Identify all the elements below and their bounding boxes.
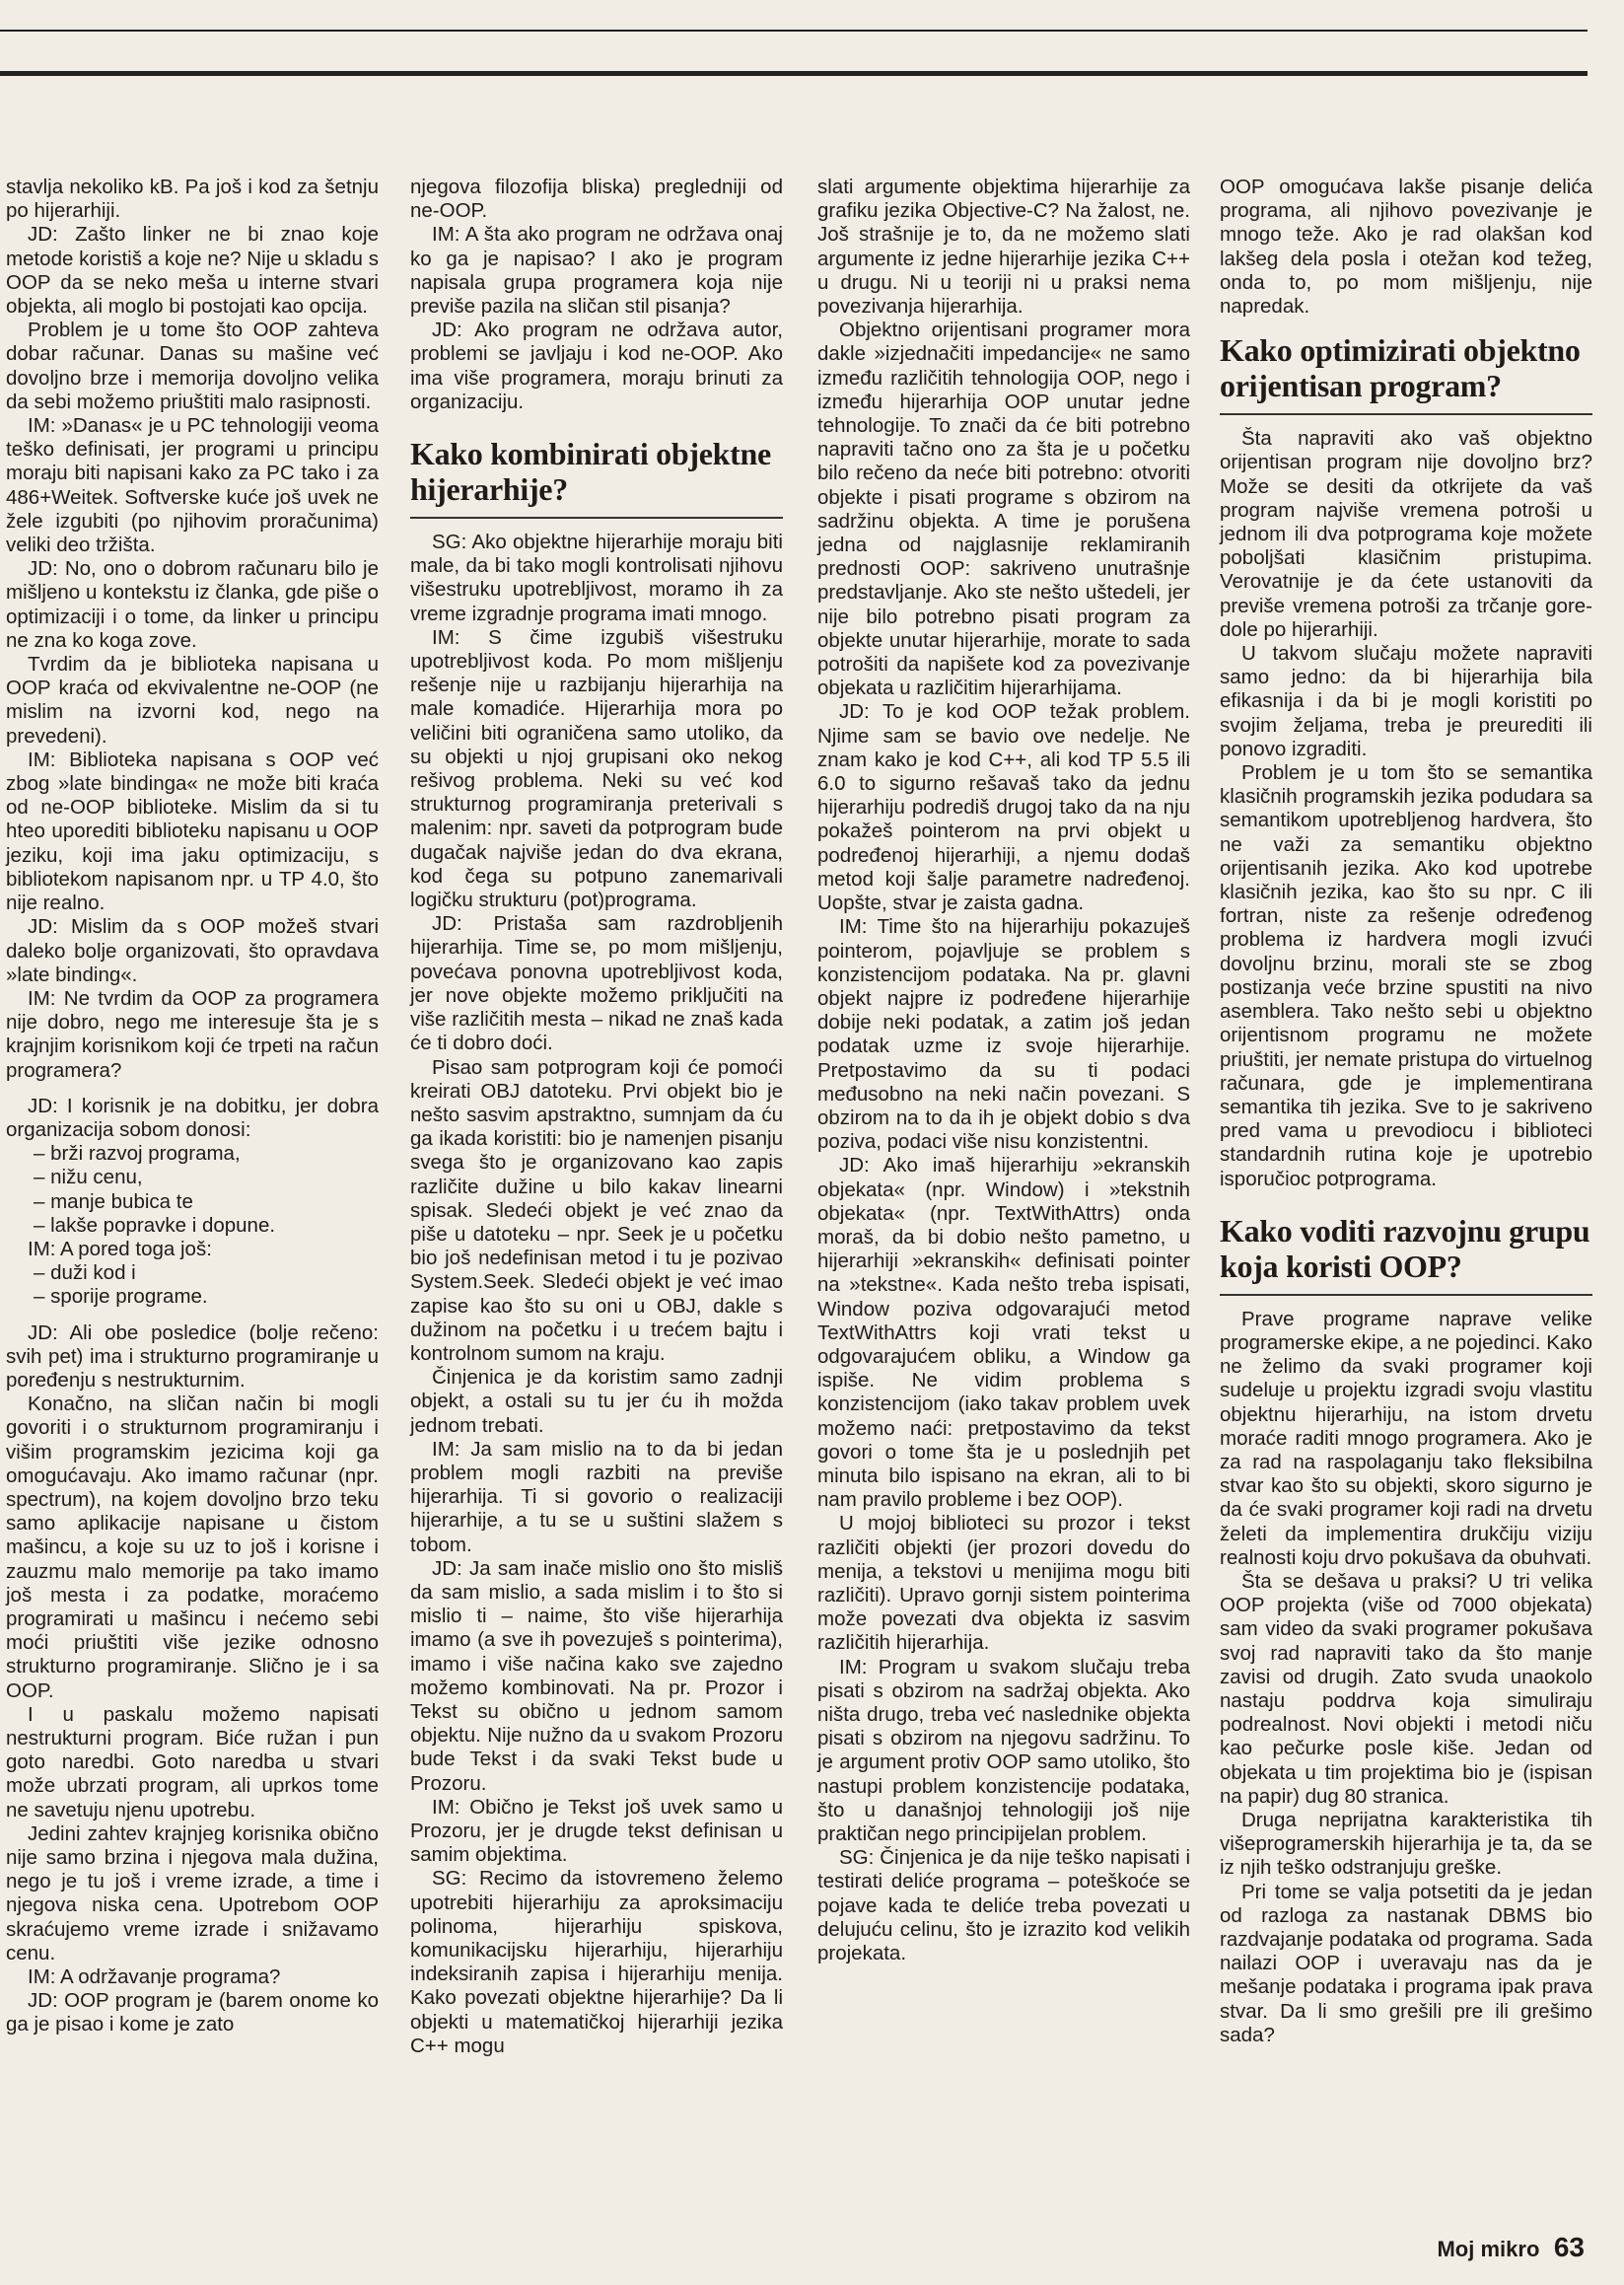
- paragraph: IM: »Danas« je u PC tehnologiji veoma teško definisati, jer programi u principu moraju biti napisani kako za PC tako i za 486+Weitek. Softverske kuće još uvek ne žele izgubiti (po njihovim proračunima) veliki deo tržišta.: [6, 414, 379, 557]
- magazine-name: Moj mikro: [1437, 2237, 1540, 2261]
- paragraph: SG: Recimo da istovremeno želemo upotrebiti hijerarhiju za aproksimaciju polinoma, hijerarhiju spiskova, komunikacijsku hijerarhiju, hijerarhiju indeksiranih zapisa i hijerarhiju menija. Kako povezati objektne hijerarhije? Da li objekti u matematičkoj hijerarhiji jezika C++ mogu: [410, 1867, 783, 2057]
- paragraph: njegova filozofija bliska) pregledniji od ne-OOP.: [410, 176, 783, 223]
- paragraph: I u paskalu možemo napisati nestrukturni program. Biće ružan i pun goto naredbi. Goto naredba u stvari može ubrzati program, ali uprkos tome ne savetuju njenu upotrebu.: [6, 1702, 379, 1821]
- paragraph: Tvrdim da je biblioteka napisana u OOP kraća od ekvivalentne ne-OOP (ne mislim na izvorni kod, nego na prevedeni).: [6, 653, 379, 748]
- paragraph: SG: Činjenica je da nije teško napisati i testirati deliće programa – poteškoće se pojave kada te deliće treba povezati u delujuću celinu, što je izrazito kod velikih projekata.: [817, 1846, 1190, 1965]
- paragraph: IM: Time što na hijerarhiju pokazuješ pointerom, pojavljuje se problem s konzistencijom podataka. Na pr. glavni objekt najpre iz podređene hijerarhije dobije neki podatak, a zatim još jedan podatak uzme iz svoje hijerarhije. Pretpostavimo da su ti podaci međusobno na neki način povezani. S obzirom na to da ih je objekt dobio s dva poziva, podaci više nisu konzistentni.: [817, 915, 1190, 1154]
- paragraph: Problem je u tome što OOP zahteva dobar računar. Danas su mašine već dovoljno brze i memorija dovoljno velika da sebi možemo priuštiti malo rasipnosti.: [6, 319, 379, 413]
- section-heading-razvojnu: Kako voditi razvojnu grupu koja koristi OOP?: [1220, 1213, 1592, 1296]
- paragraph: JD: Mislim da s OOP možeš stvari daleko bolje organizovati, što opravdava »late binding«.: [6, 915, 379, 986]
- paragraph: JD: Zašto linker ne bi znao koje metode koristiš a koje ne? Nije u skladu s OOP da se neko meša u interne stvari objekta, ali moglo bi postojati kao opcija.: [6, 223, 379, 319]
- paragraph: JD: Ako program ne održava autor, problemi se javljaju i kod ne-OOP. Ako ima više programera, moraju brinuti za organizaciju.: [410, 319, 783, 413]
- paragraph: Prave programe naprave velike programerske ekipe, a ne pojedinci. Kako ne želimo da svaki programer koji sudeluje u projektu izgradi svoju vlastitu objektnu hijerarhiju, na istom drvetu moraće raditi mnogo programera. Ako je za rad na raspolaganju tako fleksibilna stvar kao što su objekti, skoro sigurno je da će svaki programer koji radi na drvetu želeti da implementira drukčiju viziju realnosti koju drvo pokušava da obuhvati.: [1220, 1307, 1592, 1569]
- paragraph: Šta napraviti ako vaš objektno orijentisan program nije dovoljno brz? Može se desiti da otkrijete da vaš program najviše vremena potroši u jednom ili dva potprograma koje možete poboljšati klasičnim pristupima. Verovatnije je da ćete ustanoviti da previše vremena potroši za trčanje gore-dole po hijerarhiji.: [1220, 427, 1592, 641]
- header-rule: [0, 71, 1588, 76]
- section-heading-optimizirati: Kako optimizirati objektno orijentisan program?: [1220, 332, 1592, 415]
- column-4: [1220, 176, 1592, 2047]
- paragraph: IM: A šta ako program ne održava onaj ko ga je napisao? I ako je program napisala grupa programera koja nije previše pazila na sličan stil pisanja?: [410, 223, 783, 319]
- page-number: 63: [1553, 2232, 1585, 2262]
- paragraph: Šta se dešava u praksi? U tri velika OOP projekta (više od 7000 objekata) sam video da svaki programer pokušava svoj rad napraviti tako da što manje zavisi od drugih. Zato svuda unaokolo nastaju poddrva koja simuliraju podrealnost. Novi objekti i metodi niču kao pečurke posle kiše. Jedan od objekata u tim projektima bio je (ispisan na papir) dug 80 stranica.: [1220, 1569, 1592, 1808]
- paragraph: JD: Ako imaš hijerarhiju »ekranskih objekata« (npr. Window) i »tekstnih objekata« (npr. TextWithAttrs) onda moraš, da bi dobio nešto pametno, u hijerarhiji »ekranskih« definisati pointer na »tekstne«. Kada nešto treba ispisati, Window poziva odgovarajući metod TextWithAttrs koji vrati tekst u odgovarajućem obliku, a Window ga ispiše. Ne vidim problema s konzistencijom (iako takav problem uvek možemo naći: pretpostavimo da tekst govori o tome šta je u poslednjih pet minuta bilo ispisano na ekran, ali to bi nam pravilo probleme i bez OOP).: [817, 1154, 1190, 1512]
- list-item: – sporije programe.: [34, 1285, 379, 1309]
- paragraph: IM: Obično je Tekst još uvek samo u Prozoru, jer je drugde tekst definisan u samim objektima.: [410, 1795, 783, 1867]
- list-item: – duži kod i: [34, 1261, 379, 1285]
- paragraph: JD: OOP program je (barem onome ko ga je pisao i kome je zato: [6, 1989, 379, 2036]
- paragraph: U mojoj biblioteci su prozor i tekst različiti objekti (jer prozori dovedu do menija, a tekstovi u menijima mogu biti različiti). Upravo gornji sistem pointerima može povezati dva objekta iz sasvim različitih hijerarhija.: [817, 1512, 1190, 1655]
- paragraph: JD: I korisnik je na dobitku, jer dobra organizacija sobom donosi:: [6, 1094, 379, 1141]
- paragraph: Jedini zahtev krajnjeg korisnika obično nije samo brzina i njegova mala dužina, nego je tu još i vreme izrade, a time i njegova niska cena. Upotrebom OOP skraćujemo vreme izrade i snižavamo cenu.: [6, 1821, 379, 1964]
- column-1: [6, 176, 379, 2037]
- list-item: – lakše popravke i dopune.: [34, 1214, 379, 1238]
- paragraph: JD: Ali obe posledice (bolje rečeno: svih pet) ima i strukturno programiranje u poređenju s nestrukturnim.: [6, 1321, 379, 1392]
- page-footer: [1437, 2232, 1585, 2263]
- paragraph: JD: To je kod OOP težak problem. Njime sam se bavio ove nedelje. Ne znam kako je kod C++, ali kod TP 5.5 ili 6.0 to sigurno rešavaš tako da jednu hijerarhiju podrediš drugoj tako da na nju pokažeš pointerom na prvi objekt u podređenoj hijerarhiji, a njemu dodaš metod koji šalje parametre nadređenoj. Uopšte, stvar je zaista gadna.: [817, 700, 1190, 915]
- paragraph: IM: Ne tvrdim da OOP za programera nije dobro, nego me interesuje šta je s krajnjim korisnikom koji će trpeti na račun programera?: [6, 986, 379, 1082]
- paragraph: Druga neprijatna karakteristika tih višeprogramerskih hijerarhija je ta, da se iz njih teško odstranjuju greške.: [1220, 1808, 1592, 1880]
- list-item: – manje bubica te: [34, 1190, 379, 1214]
- paragraph: Konačno, na sličan način bi mogli govoriti i o strukturnom programiranju i višim programskim jezicima koji ga omogućavaju. Ako imamo računar (npr. spectrum), na kojem dovoljno brzo teku samo aplikacije napisane u čistom mašincu, a koje su uz to još i korisne i zauzmu malo memorije pa tako imamo još mesta i za podatke, moraćemo programirati u mašincu i nećemo sebi moći priuštiti više jezike odnosno strukturno programiranje. Slično je i sa OOP.: [6, 1392, 379, 1702]
- list-item: – nižu cenu,: [34, 1166, 379, 1189]
- paragraph: U takvom slučaju možete napraviti samo jedno: da bi hijerarhija bila efikasnija i da bi je mogli koristiti po svojim željama, treba je preurediti ili ponovo izgraditi.: [1220, 642, 1592, 760]
- paragraph: JD: Ja sam inače mislio ono što misliš da sam mislio, a sada mislim i to što si mislio ti – naime, što više hijerarhija imamo (a sve ih povezuješ s pointerima), imamo i više načina kako sve zajedno možemo kombinovati. Na pr. Prozor i Tekst su obično u jednom samom objektu. Nije nužno da u svakom Prozoru bude Tekst i da svaki Tekst bude u Prozoru.: [410, 1556, 783, 1795]
- list-item: – brži razvoj programa,: [34, 1142, 379, 1166]
- paragraph: slati argumente objektima hijerarhije za grafiku jezika Objective-C? Na žalost, ne. Još strašnije je to, da ne možemo slati argumente iz jedne hijerarhije jezika C++ u drugu. Ni u teoriji ni u praksi nema povezivanja hijerarhija.: [817, 176, 1190, 319]
- paragraph: Pisao sam potprogram koji će pomoći kreirati OBJ datoteku. Prvi objekt bio je nešto sasvim apstraktno, sumnjam da ću ga ikada koristiti: bio je namenjen pisanju svega što je organizovano kao zapis različite dužine u bilo kakav linearni spisak. Sledeći objekt je već znao da piše u datoteku – npr. Seek je u početku bio još nedefinisan metod i tu je pozivao System.Seek. Sledeći objekt je već imao zapise kao što su oni u OBJ, dakle s dužinom na početku i u trećem bajtu i kontrolnom sumom na kraju.: [410, 1055, 783, 1365]
- paragraph: SG: Ako objektne hijerarhije moraju biti male, da bi tako mogli kontrolisati njihovu višestruku upotrebljivost, moramo ih za vreme izgradnje programa imati mnogo.: [410, 531, 783, 625]
- benefits-list: [6, 1142, 379, 1238]
- paragraph: JD: Pristaša sam razdrobljenih hijerarhija. Time se, po mom mišljenju, povećava ponovna upotrebljivost koda, jer nove objekte možemo priključiti na više različitih mesta – nikad ne znaš kada će ti dobro doći.: [410, 912, 783, 1055]
- paragraph: stavlja nekoliko kB. Pa još i kod za šetnju po hijerarhiji.: [6, 176, 379, 223]
- paragraph: IM: Ja sam mislio na to da bi jedan problem mogli razbiti na previše hijerarhija. Ti si govorio o realizaciji hijerarhije, a tu se u suštini slažem s tobom.: [410, 1437, 783, 1556]
- column-2: [410, 176, 783, 2058]
- paragraph: Činjenica je da koristim samo zadnji objekt, a ostali su tu jer ću ih možda jednom trebati.: [410, 1366, 783, 1437]
- column-3: [817, 176, 1190, 1965]
- paragraph: Objektno orijentisani programer mora dakle »izjednačiti impedancije« ne samo između različitih tehnologija OOP, nego i između hijerarhija OOP unutar jedne tehnologije. To znači da će biti potrebno napraviti tačno ono za šta je u početku bilo rečeno da neće biti potrebno: otvoriti objekte i pisati programe s obzirom na sadržinu objekta. A time je porušena jedna od najglasnije reklamiranih prednosti OOP: sakriveno unutrašnje predstavljanje. Ako ste nešto uštedeli, jer nije bilo potrebno pisati program za objekte unutar hijerarhije, morate to sada potrošiti da napišete kod za povezivanje objekata u različitim hijerarhijama.: [817, 319, 1190, 700]
- paragraph: OOP omogućava lakše pisanje delića programa, ali njihovo povezivanje je mnogo teže. Ako je rad olakšan kod lakšeg dela posla i otežan kod težeg, onda to, po mom mišljenju, nije napredak.: [1220, 176, 1592, 319]
- paragraph: IM: Program u svakom slučaju treba pisati s obzirom na sadržaj objekta. Ako ništa drugo, treba već naslednike objekta pisati s obzirom na njegovu sadržinu. To je argument protiv OOP samo utoliko, što nastupi problem konzistencije podataka, što u današnjoj tehnologiji još nije praktičan nego principijelan problem.: [817, 1655, 1190, 1846]
- paragraph: IM: S čime izgubiš višestruku upotrebljivost koda. Po mom mišljenju rešenje nije u razbijanju hijerarhija na male komadiće. Hijerarhija mora po veličini biti ograničena samo utoliko, da su objekti u njoj grupisani oko nekog rešivog problema. Neki su već kod strukturnog programiranja preterivali s malenim: npr. saveti da potprogram bude dugačak najviše jedan do dva ekrana, kod čega su potpuno zanemarivali logičku strukturu (pot)programa.: [410, 625, 783, 912]
- top-rule: [0, 30, 1588, 32]
- paragraph: Pri tome se valja potsetiti da je jedan od razloga za nastanak DBMS bio razdvajanje podataka od programa. Sada nailazi OOP i uveravaju nas da je mešanje podataka i programa ipak prava stvar. Da li smo grešili pre ili grešimo sada?: [1220, 1880, 1592, 2046]
- section-heading-kombinirati: Kako kombinirati objektne hijerarhije?: [410, 436, 783, 519]
- paragraph: Problem je u tom što se semantika klasičnih programskih jezika podudara sa semantikom upotrebljenog hardvera, što ne važi za semantiku objektno orijentisanih jezika. Ako kod upotrebe klasičnih jezika, kao što su npr. C ili fortran, niste za rešenje određenog problema iz hardvera mogli izvući dovoljnu brzinu, morali ste se zbog postizanja veće brzine spustiti na nivo asemblera. Tako nešto sebi u objektno orijentisnom programu ne možete priuštiti, jer nemate pristupa do virtuelnog računara, gde je implementirana semantika tih jezika. Sve to je sakriveno pred vama u prevodiocu i biblioteci standardnih rutina koje je upotrebio isporučioc potprograma.: [1220, 761, 1592, 1190]
- paragraph: IM: A održavanje programa?: [28, 1965, 281, 1989]
- paragraph: IM: Biblioteka napisana s OOP već zbog »late bindinga« ne može biti kraća od ne-OOP biblioteke. Mislim da si tu hteo uporediti biblioteku napisanu u OOP jeziku, koji ima jaku optimizaciju, s bibliotekom napisanom npr. u TP 4.0, što nije realno.: [6, 748, 379, 915]
- drawbacks-list: [6, 1261, 379, 1309]
- paragraph: IM: A pored toga još:: [28, 1237, 212, 1260]
- paragraph: JD: No, ono o dobrom računaru bilo je mišljeno u kontekstu iz članka, gde piše o optimizaciji i o tome, da linker u principu ne zna ko koga zove.: [6, 557, 379, 652]
